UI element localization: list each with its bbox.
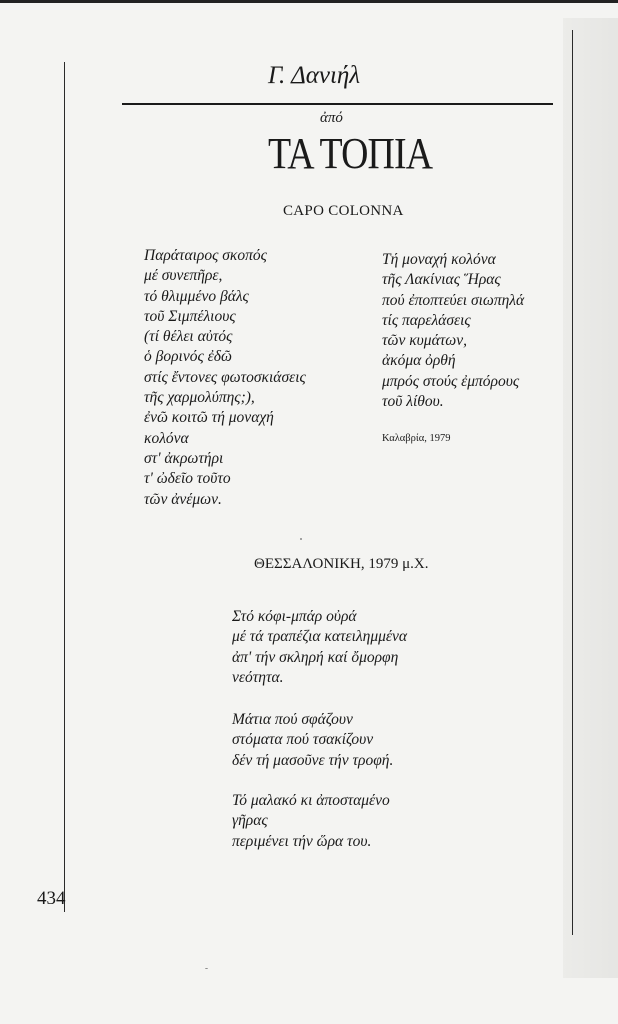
poem2-title: ΘΕΣΣΑΛΟΝΙΚΗ, 1979 μ.Χ.: [254, 556, 429, 572]
author-name: Γ. Δανιήλ: [268, 62, 361, 89]
poem1-place-date: Καλαβρία, 1979: [382, 433, 451, 444]
page-top-edge: [0, 0, 618, 3]
right-margin-rule: [572, 30, 573, 935]
poem2-stanza-2: [232, 710, 393, 771]
poem-line: νεότητα.: [232, 668, 284, 686]
poem-line: τ' ὠδεῖο τοῦτο: [144, 470, 231, 488]
poem-line: μέ συνεπῆρε,: [144, 267, 223, 285]
poem-line: μπρός στούς ἐμπόρους: [382, 372, 520, 390]
poem-line: κολόνα: [144, 429, 189, 447]
poem-line: Στό κόφι-μπάρ οὐρά: [232, 608, 357, 625]
poem-line: περιμένει τήν ὥρα του.: [232, 832, 372, 850]
poem-line: ἀπ' τήν σκληρή καί ὄμορφη: [232, 648, 399, 666]
poem-line: μέ τά τραπέζια κατειλημμένα: [232, 628, 408, 646]
poem-line: τοῦ λίθου.: [382, 393, 444, 411]
poem-line: τίς παρελάσεις: [382, 311, 471, 329]
poem-line: Τό μαλακό κι ἀποσταμένο: [232, 792, 390, 809]
poem2-stanza-3: [232, 791, 390, 852]
poem1-right-column: [382, 250, 524, 412]
poem-line: τῆς Λακίνιας Ἥρας: [382, 271, 501, 289]
page-number: 434: [37, 888, 66, 909]
poem-line: (τί θέλει αὐτός: [144, 328, 233, 346]
poem-line: τῶν ἀνέμων.: [144, 490, 222, 508]
from-label: ἀπό: [320, 110, 343, 126]
poem-line: Τή μοναχή κολόνα: [382, 251, 496, 268]
title-divider: [122, 103, 553, 105]
poem1-title: CAPO COLONNA: [283, 203, 404, 219]
poem-line: ὁ βορινός ἐδῶ: [144, 348, 232, 366]
poem-line: στόματα πού τσακίζουν: [232, 731, 374, 749]
poem-line: τῆς χαρμολύπης;),: [144, 389, 255, 407]
collection-title: ΤΑ ΤΟΠΙΑ: [268, 129, 433, 178]
print-speck: [300, 538, 302, 540]
poem-line: Μάτια πού σφάζουν: [232, 711, 353, 728]
print-speck: [205, 968, 208, 969]
poem-line: στ' ἀκρωτήρι: [144, 449, 224, 467]
poem-line: τῶν κυμάτων,: [382, 332, 467, 350]
poem-line: τό θλιμμένο βάλς: [144, 287, 249, 305]
poem-line: πού ἐποπτεύει σιωπηλά: [382, 291, 525, 309]
poem-line: ἐνῶ κοιτῶ τή μοναχή: [144, 409, 274, 427]
poem-line: ἀκόμα ὀρθή: [382, 352, 456, 370]
left-margin-rule: [64, 62, 65, 912]
poem-line: τοῦ Σιμπέλιους: [144, 307, 236, 325]
poem2-stanza-1: [232, 607, 407, 688]
poem-line: δέν τή μασοῦνε τήν τροφή.: [232, 751, 394, 769]
poem-line: στίς ἔντονες φωτοσκιάσεις: [144, 368, 306, 386]
poem-line: γῆρας: [232, 812, 268, 830]
poem-line: Παράταιρος σκοπός: [144, 247, 267, 264]
poem1-left-column: [144, 246, 306, 510]
